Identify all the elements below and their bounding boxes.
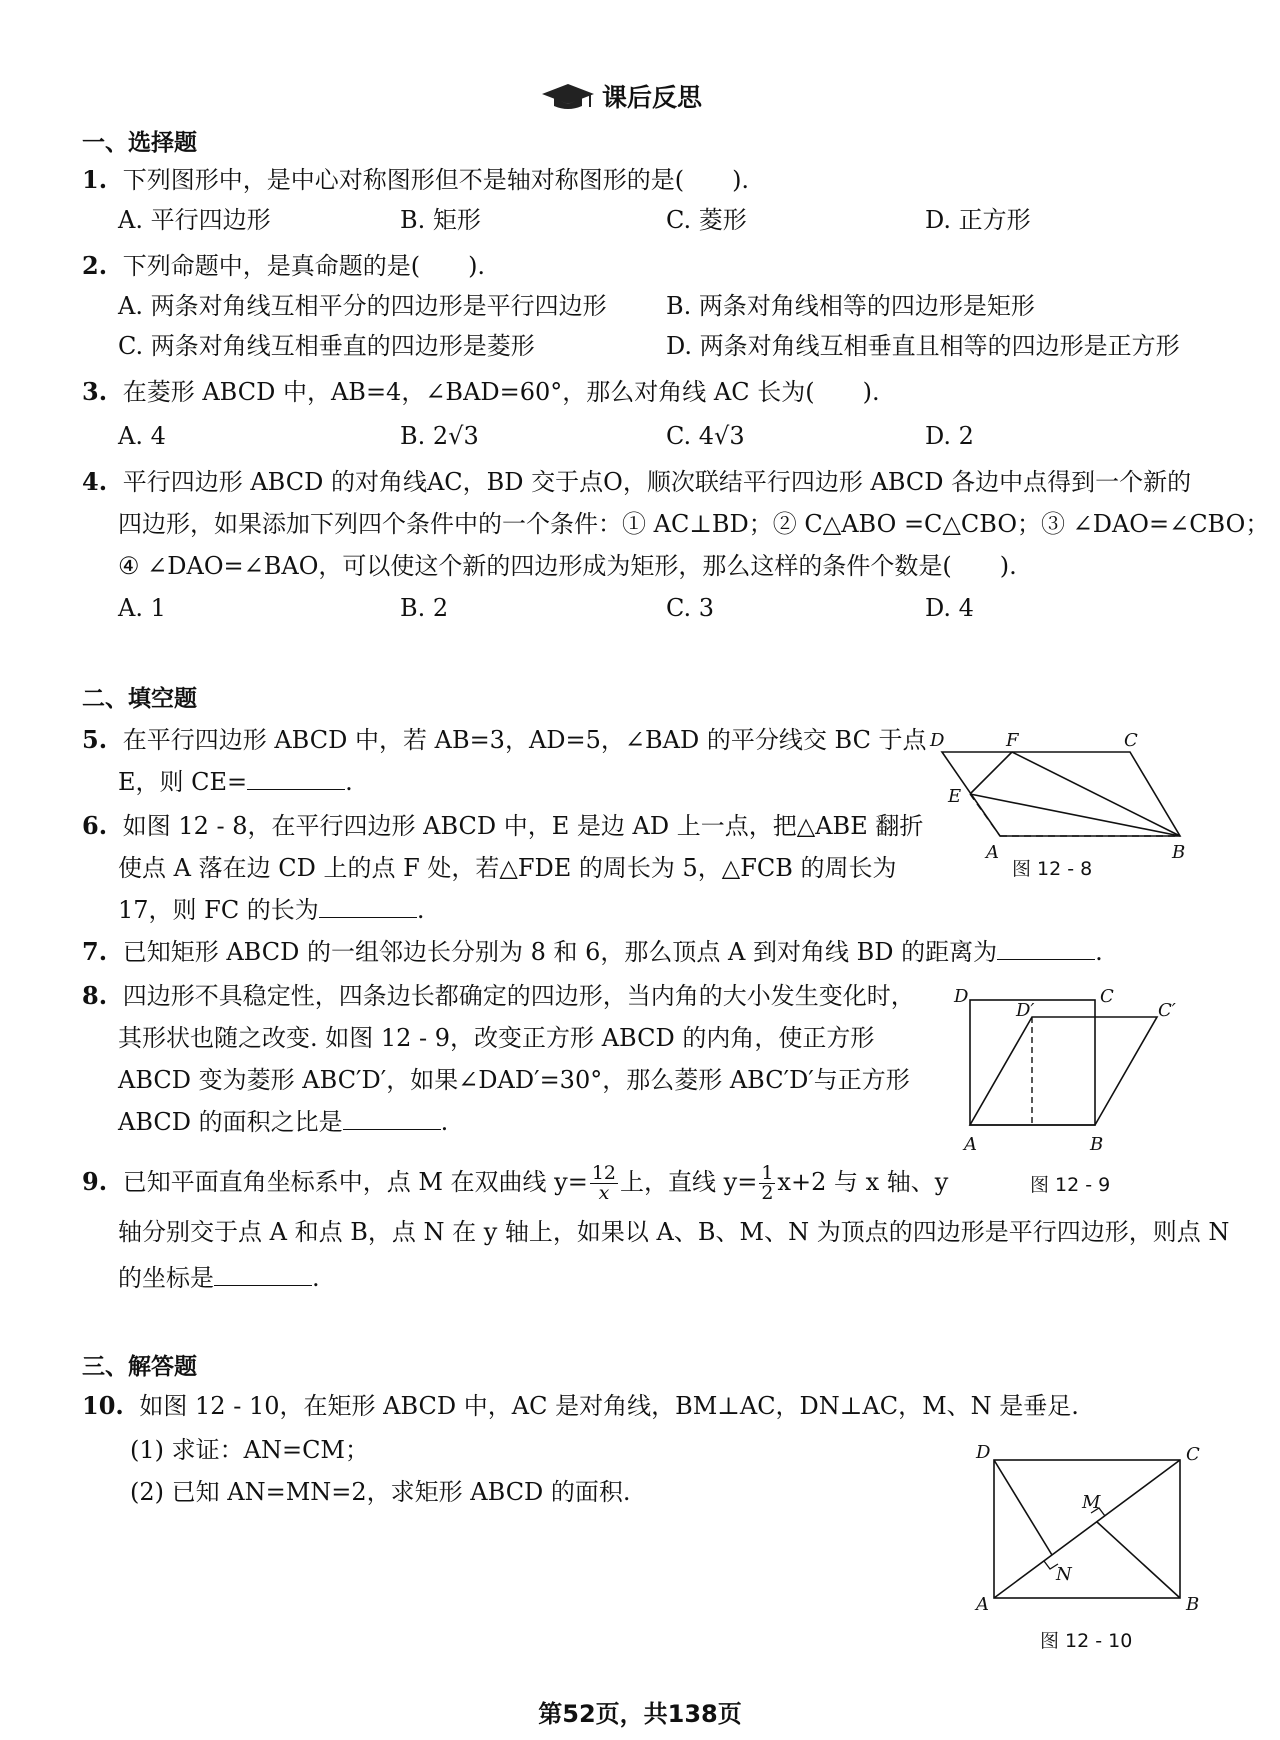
header [540, 76, 760, 116]
question-number: 8. [82, 981, 108, 1010]
fraction [590, 1164, 618, 1203]
text: . [312, 1264, 320, 1292]
question-7 [82, 936, 1103, 968]
fraction [759, 1164, 775, 1203]
question-line: 如图 12 - 10，在矩形 ABCD 中，AC 是对角线，BM⊥AC，DN⊥AC，M、N 是垂足. [139, 1392, 1079, 1420]
question-number: 4. [82, 467, 108, 496]
question-number: 9. [82, 1167, 108, 1196]
point-label: M [1082, 1492, 1101, 1513]
question-line: 其形状也随之改变. 如图 12 - 9，改变正方形 ABCD 的内角，使正方形 [118, 1024, 875, 1052]
text: E，则 CE= [118, 768, 248, 796]
denominator: 2 [761, 1182, 774, 1204]
text: . [345, 768, 353, 796]
text: 已知矩形 ABCD 的一组邻边长分别为 8 和 6，那么顶点 A 到对角线 BD 的距离为 [122, 938, 998, 966]
question-6 [82, 810, 923, 842]
sub-question: (2) 已知 AN=MN=2，求矩形 ABCD 的面积. [130, 1478, 631, 1506]
question-line: ABCD 变为菱形 ABC′D′，如果∠DAD′=30°，那么菱形 ABC′D′与正方形 [118, 1066, 910, 1094]
question-line [123, 938, 1103, 966]
option: C. 3 [666, 594, 715, 622]
question-line: ④ ∠DAO=∠BAO，可以使这个新的四边形成为矩形，那么这样的条件个数是( ). [118, 552, 1017, 580]
question-line: 如图 12 - 8，在平行四边形 ABCD 中，E 是边 AD 上一点，把△ABE 翻折 [122, 812, 924, 840]
page-title: 课后反思 [602, 83, 703, 112]
option: A. 平行四边形 [118, 206, 271, 234]
graduation-cap-icon [540, 80, 596, 110]
page-number: 第52页，共138页 [538, 1700, 742, 1728]
option: B. 2√3 [400, 422, 479, 450]
question-line [118, 894, 424, 926]
text: . [416, 896, 425, 924]
text: 上，直线 y= [620, 1168, 758, 1196]
section-heading: 一、选择题 [82, 130, 197, 156]
option: D. 2 [925, 422, 974, 450]
question-8 [82, 980, 915, 1012]
question-10 [82, 1390, 1079, 1422]
figure-caption: 图 12 - 8 [1012, 858, 1093, 880]
point-label: A [964, 1134, 977, 1155]
option: A. 4 [118, 422, 166, 450]
question-number: 6. [82, 811, 108, 840]
point-label: C′ [1158, 1000, 1176, 1021]
option: B. 2 [400, 594, 449, 622]
point-label: D [976, 1442, 991, 1463]
point-label: A [986, 842, 999, 862]
figure-12-9 [950, 980, 1190, 1170]
figure-caption: 图 12 - 9 [1030, 1174, 1111, 1196]
figure-12-10 [970, 1438, 1210, 1618]
answer-blank [319, 895, 417, 918]
figure-12-8 [920, 722, 1200, 862]
point-label: B [1186, 1594, 1200, 1615]
option: C. 4√3 [666, 422, 745, 450]
option: A. 两条对角线互相平分的四边形是平行四边形 [118, 292, 607, 320]
question-number: 7. [82, 937, 108, 966]
point-label: B [1090, 1134, 1104, 1155]
text: . [1095, 938, 1103, 966]
text: 17，则 FC 的长为 [118, 896, 319, 924]
question-number: 10. [82, 1391, 124, 1420]
question-number: 1. [82, 165, 108, 194]
option: D. 正方形 [925, 206, 1031, 234]
section-heading: 二、填空题 [82, 686, 197, 712]
numerator: 1 [761, 1162, 774, 1184]
point-label: F [1006, 730, 1019, 751]
question-9 [82, 1158, 948, 1206]
option: A. 1 [118, 594, 166, 622]
question-line: 平行四边形 ABCD 的对角线AC，BD 交于点O，顺次联结平行四边形 ABCD 各边中点得到一个新的 [122, 468, 1192, 496]
option: B. 两条对角线相等的四边形是矩形 [666, 292, 1035, 320]
figure-caption: 图 12 - 10 [1040, 1630, 1133, 1652]
question-stem: 下列图形中，是中心对称图形但不是轴对称图形的是( ). [122, 166, 750, 194]
question-number: 2. [82, 251, 108, 280]
point-label: E [948, 786, 962, 807]
answer-blank [997, 937, 1095, 960]
question-2 [82, 250, 485, 282]
option: B. 矩形 [400, 206, 481, 234]
text: . [440, 1108, 449, 1136]
point-label: C [1100, 986, 1114, 1007]
question-line: 轴分别交于点 A 和点 B，点 N 在 y 轴上，如果以 A、B、M、N 为顶点的四边形是平行四边形，则点 N [118, 1218, 1230, 1246]
text: x+2 与 x 轴、y [777, 1168, 949, 1196]
point-label: N [1056, 1564, 1072, 1585]
question-number: 3. [82, 377, 108, 406]
question-1 [82, 164, 749, 196]
answer-blank [247, 767, 345, 790]
point-label: C [1124, 730, 1138, 751]
question-number: 5. [82, 725, 108, 754]
answer-blank [343, 1107, 441, 1130]
text: ABCD 的面积之比是 [118, 1108, 343, 1136]
option: C. 两条对角线互相垂直的四边形是菱形 [118, 332, 535, 360]
point-label: C [1186, 1444, 1200, 1465]
question-3 [82, 376, 880, 408]
question-line [118, 1106, 448, 1138]
answer-blank [214, 1263, 312, 1286]
text: 已知平面直角坐标系中，点 M 在双曲线 y= [122, 1168, 588, 1196]
sub-question: (1) 求证：AN=CM； [130, 1436, 370, 1464]
numerator: 12 [591, 1162, 617, 1184]
point-label: A [976, 1594, 989, 1615]
option: D. 两条对角线互相垂直且相等的四边形是正方形 [666, 332, 1180, 360]
question-4 [82, 466, 1191, 498]
question-stem: 下列命题中，是真命题的是( ). [122, 252, 486, 280]
question-line: 四边形不具稳定性，四条边长都确定的四边形，当内角的大小发生变化时， [122, 982, 915, 1010]
point-label: D [954, 986, 969, 1007]
option: C. 菱形 [666, 206, 747, 234]
point-label: D′ [1016, 1000, 1035, 1021]
question-line: 四边形，如果添加下列四个条件中的一个条件：① AC⊥BD；② C△ABO =C△CBO；③ ∠DAO=∠CBO； [118, 510, 1270, 538]
question-stem: 在菱形 ABCD 中，AB=4，∠BAD=60°，那么对角线 AC 长为( ). [122, 378, 880, 406]
question-line [118, 766, 353, 798]
point-label: D [930, 730, 945, 751]
question-line [122, 1162, 949, 1204]
text: 的坐标是 [118, 1264, 214, 1292]
option: D. 4 [925, 594, 974, 622]
question-line [118, 1262, 320, 1294]
question-line: 在平行四边形 ABCD 中，若 AB=3，AD=5，∠BAD 的平分线交 BC 于点 [122, 726, 927, 754]
question-line: 使点 A 落在边 CD 上的点 F 处，若△FDE 的周长为 5，△FCB 的周长为 [118, 854, 897, 882]
point-label: B [1172, 842, 1186, 862]
denominator: x [598, 1182, 610, 1204]
section-heading: 三、解答题 [82, 1354, 197, 1380]
question-5 [82, 724, 927, 756]
